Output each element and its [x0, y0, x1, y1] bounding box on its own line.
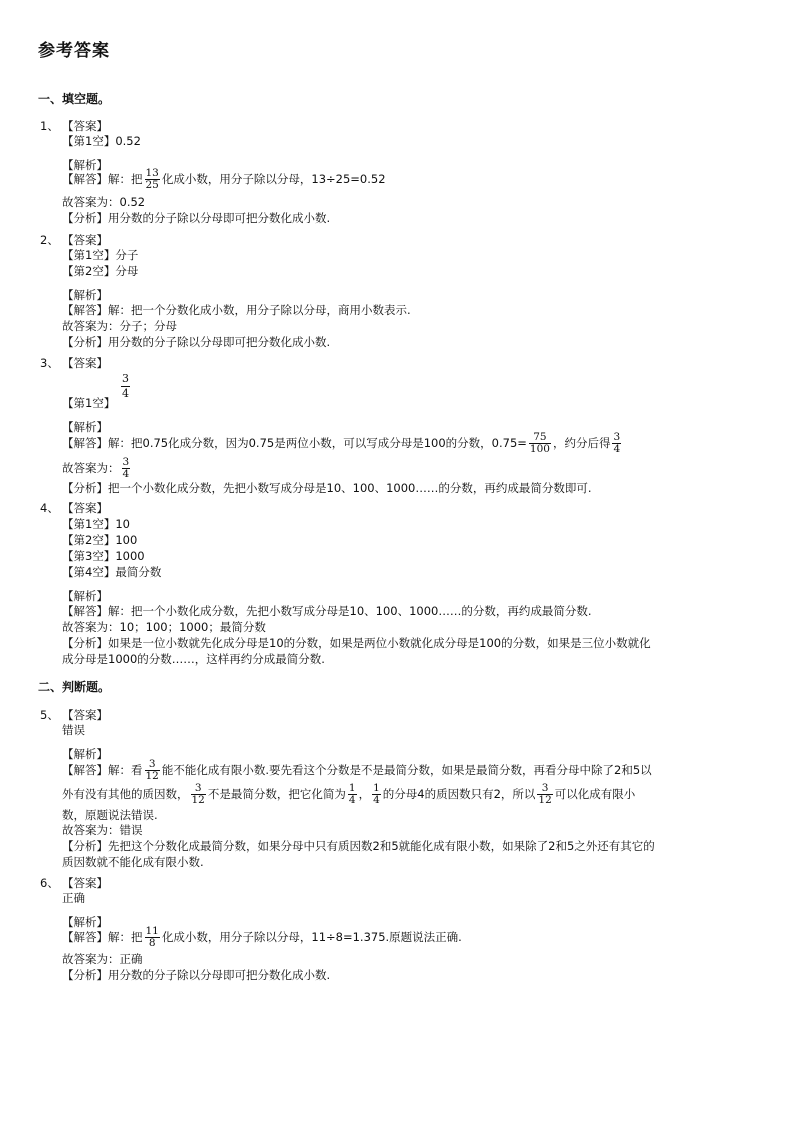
q3-fraction-75-100: $\frac{75}{100}$	[529, 431, 550, 455]
q5-number: 5、	[40, 708, 59, 722]
q5-fraction-1-4-b: $\frac{1}{4}$	[373, 782, 380, 806]
q5-solution-line-3: 数，原题说法错误.	[62, 808, 158, 822]
q2-answer-tag: 【答案】	[62, 233, 108, 247]
q5-answer: 错误	[62, 723, 85, 737]
q5-solution-line-2: 外有没有其他的质因数， $\frac{3}{12}$ 不是最简分数，把它化简为 $\frac{1}{4}$ ， $\frac{1}{4}$ 的分母4的质因数只有2，所以 $\frac{3}{12}$ 可以化成有限小	[62, 782, 636, 806]
q4-blank-3: 【第3空】1000	[62, 549, 145, 563]
q2-solution: 【解答】解：把一个分数化成小数，用分子除以分母，商用小数表示.	[62, 303, 411, 317]
q1-solution: 【解答】解：把 $\frac{13}{25}$ 化成小数，用分子除以分母，13÷25=0.52	[62, 167, 386, 191]
q6-answer-tag: 【答案】	[62, 876, 108, 890]
section-fill-in: 一、填空题。	[38, 92, 111, 106]
q4-solution: 【解答】解：把一个小数化成分数，先把小数写成分母是10、100、1000……的分数，再约成最简分数.	[62, 604, 592, 618]
q2-blank-2: 【第2空】分母	[62, 264, 139, 278]
q3-explanation: 【分析】把一个小数化成分数，先把小数写成分母是10、100、1000……的分数，再约成最简分数即可.	[62, 481, 592, 495]
q5-fraction-3-12-c: $\frac{3}{12}$	[538, 782, 552, 806]
q4-analysis-tag: 【解析】	[62, 589, 108, 603]
q5-final-answer: 故答案为：错误	[62, 823, 143, 837]
q5-explanation-line-2: 质因数就不能化成有限小数.	[62, 855, 204, 869]
q4-blank-4: 【第4空】最简分数	[62, 565, 162, 579]
q3-number: 3、	[40, 356, 59, 370]
q5-analysis-tag: 【解析】	[62, 747, 108, 761]
q1-fraction: $\frac{13}{25}$	[145, 167, 159, 191]
section-true-false: 二、判断题。	[38, 680, 111, 694]
q5-fraction-3-12-a: $\frac{3}{12}$	[145, 758, 159, 782]
q3-answer-fraction: $\frac{3}{4}$	[122, 456, 130, 480]
q4-blank-1: 【第1空】10	[62, 517, 130, 531]
q6-solution: 【解答】解：把 $\frac{11}{8}$ 化成小数，用分子除以分母，11÷8=1.375.原题说法正确.	[62, 925, 462, 949]
q3-analysis-tag: 【解析】	[62, 420, 108, 434]
q2-blank-1: 【第1空】分子	[62, 248, 139, 262]
q2-explanation: 【分析】用分数的分子除以分母即可把分数化成小数.	[62, 335, 331, 349]
q4-blank-2: 【第2空】100	[62, 533, 138, 547]
q6-number: 6、	[40, 876, 59, 890]
q1-analysis-tag: 【解析】	[62, 158, 108, 172]
q5-explanation-line-1: 【分析】先把这个分数化成最简分数，如果分母中只有质因数2和5就能化成有限小数，如果除了2和5之外还有其它的	[62, 839, 655, 853]
q3-blank-1-label: 【第1空】	[62, 396, 116, 410]
q6-analysis-tag: 【解析】	[62, 915, 108, 929]
q2-number: 2、	[40, 233, 59, 247]
q1-blank-1: 【第1空】0.52	[62, 134, 141, 148]
q2-final-answer: 故答案为：分子；分母	[62, 319, 177, 333]
page-title: 参考答案	[38, 41, 110, 61]
q4-number: 4、	[40, 501, 59, 515]
q3-blank-1-fraction: $\frac{3}{4}$	[122, 372, 129, 400]
q1-answer-tag: 【答案】	[62, 119, 108, 133]
q4-answer-tag: 【答案】	[62, 501, 108, 515]
q1-number: 1、	[40, 119, 59, 133]
q1-explanation: 【分析】用分数的分子除以分母即可把分数化成小数.	[62, 211, 331, 225]
q5-fraction-3-12-b: $\frac{3}{12}$	[191, 782, 205, 806]
q2-analysis-tag: 【解析】	[62, 288, 108, 302]
q1-final-answer: 故答案为：0.52	[62, 195, 146, 209]
q6-explanation: 【分析】用分数的分子除以分母即可把分数化成小数.	[62, 968, 331, 982]
q5-fraction-1-4-a: $\frac{1}{4}$	[348, 782, 356, 806]
q4-explanation-line-1: 【分析】如果是一位小数就先化成分母是10的分数，如果是两位小数就化成分母是100的分数，如果是三位小数就化	[62, 636, 651, 650]
q3-solution: 【解答】解：把0.75化成分数，因为0.75是两位小数，可以写成分母是100的分数，0.75= $\frac{75}{100}$ ，约分后得 $\frac{3}{4}$	[62, 431, 621, 455]
q3-fraction-3-4: $\frac{3}{4}$	[613, 431, 621, 455]
q3-answer-tag: 【答案】	[62, 356, 108, 370]
q3-final-answer: 故答案为： $\frac{3}{4}$	[62, 456, 130, 480]
q5-answer-tag: 【答案】	[62, 708, 108, 722]
q6-fraction-11-8: $\frac{11}{8}$	[145, 925, 159, 949]
q6-answer: 正确	[62, 891, 85, 905]
q5-solution-line-1: 【解答】解：看 $\frac{3}{12}$ 能不能化成有限小数.要先看这个分数是不是最简分数，如果是最简分数，再看分母中除了2和5以	[62, 758, 652, 782]
q4-final-answer: 故答案为：10；100；1000；最简分数	[62, 620, 266, 634]
q6-final-answer: 故答案为：正确	[62, 952, 143, 966]
q4-explanation-line-2: 成分母是1000的分数……，这样再约分成最简分数.	[62, 652, 325, 666]
